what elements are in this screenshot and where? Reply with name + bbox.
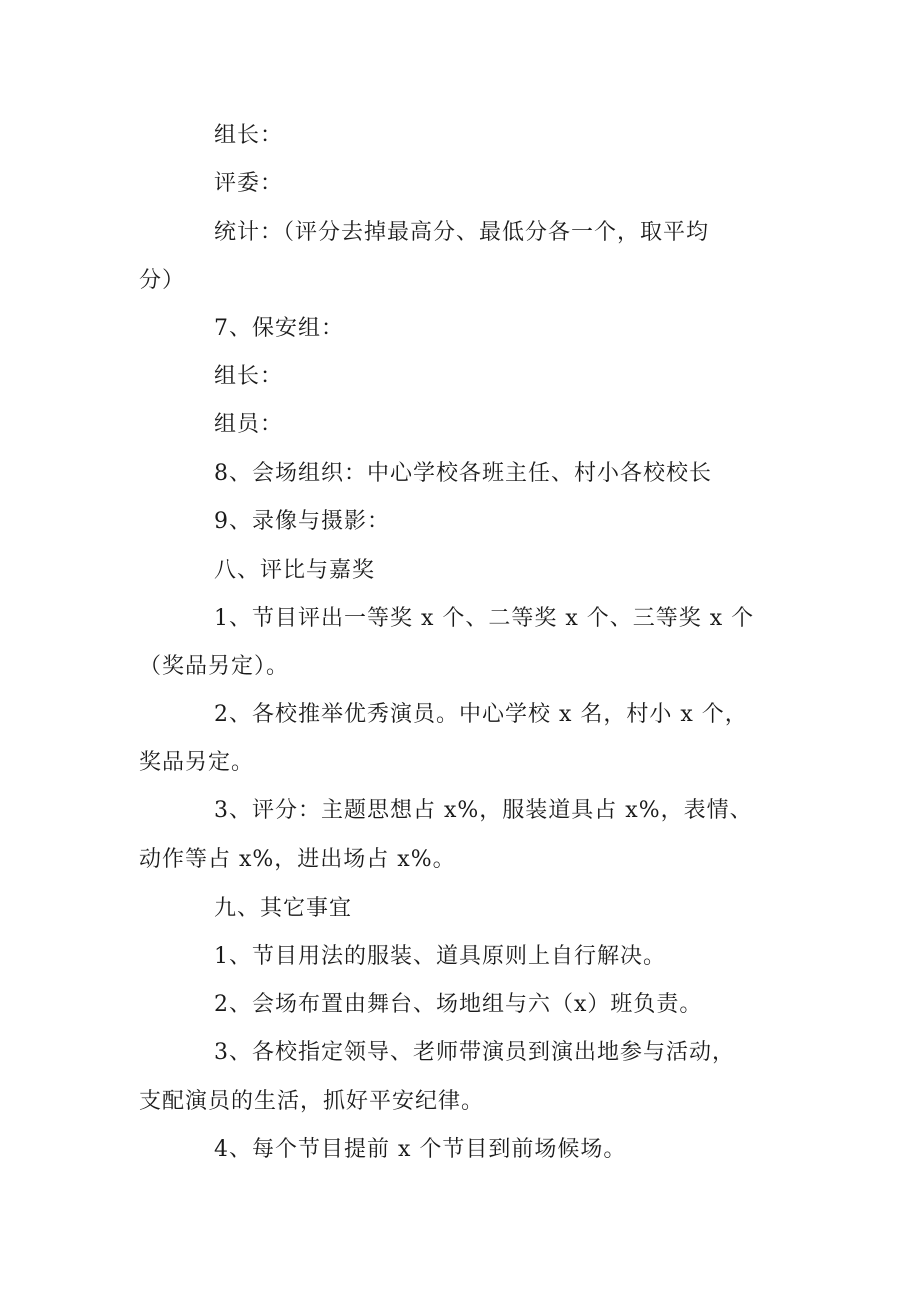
other-item-3-line-continued: 支配演员的生活，抓好平安纪律。 (139, 1089, 485, 1114)
security-group-leader-line: 组长： (214, 364, 284, 389)
other-item-1-line: 1、节目用法的服装、道具原则上自行解决。 (214, 944, 666, 969)
statistics-line: 统计：（评分去掉最高分、最低分各一个，取平均 (214, 220, 710, 245)
other-item-3-line: 3、各校指定领导、老师带演员到演出地参与活动， (214, 1040, 735, 1065)
award-item-3-line-continued: 动作等占 x%，进出场占 x%。 (139, 847, 456, 872)
other-item-4-line: 4、每个节目提前 x 个节目到前场候场。 (214, 1137, 627, 1162)
security-group-heading: 7、保安组： (214, 316, 344, 341)
award-item-2-line: 2、各校推举优秀演员。中心学校 x 名，村小 x 个， (214, 702, 748, 727)
video-photography-line: 9、录像与摄影： (214, 509, 390, 534)
section-eight-heading: 八、评比与嘉奖 (214, 558, 376, 583)
venue-organization-line: 8、会场组织：中心学校各班主任、村小各校校长 (214, 461, 712, 486)
judging-group-leader-line: 组长： (214, 123, 284, 148)
award-item-1-line-continued: （奖品另定）。 (139, 654, 290, 679)
statistics-line-continued: 分） (139, 268, 186, 293)
award-item-3-line: 3、评分：主题思想占 x%，服装道具占 x%，表情、 (214, 798, 753, 823)
judges-line: 评委： (214, 171, 284, 196)
award-item-1-line: 1、节目评出一等奖 x 个、二等奖 x 个、三等奖 x 个 (214, 606, 755, 631)
award-item-2-line-continued: 奖品另定。 (139, 750, 255, 775)
security-group-members-line: 组员： (214, 412, 284, 437)
section-nine-heading: 九、其它事宜 (214, 896, 353, 921)
other-item-2-line: 2、会场布置由舞台、场地组与六（x）班负责。 (214, 992, 703, 1017)
